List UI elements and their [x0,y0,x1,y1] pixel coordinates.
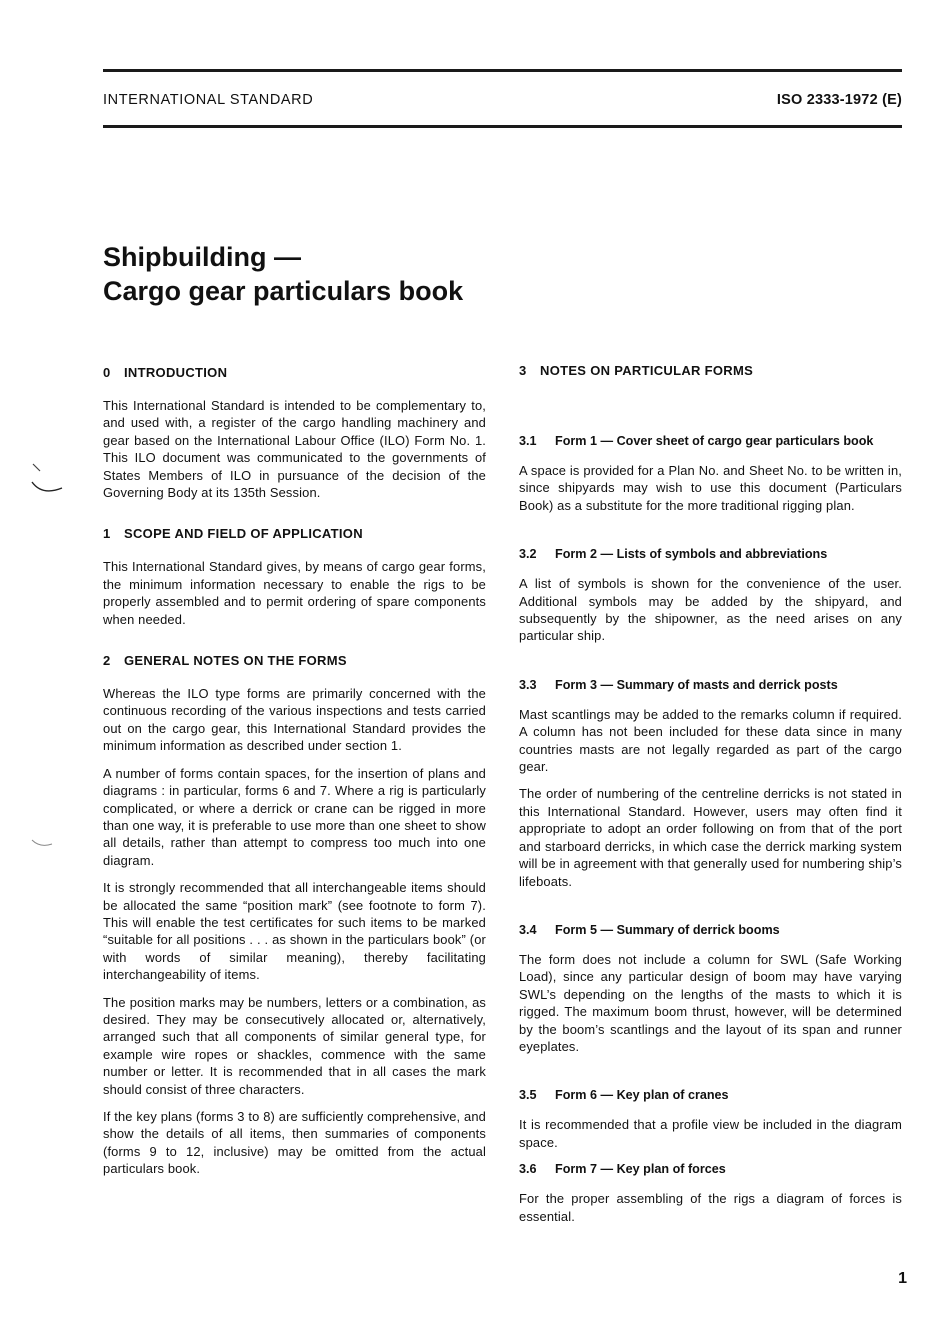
title-line-2: Cargo gear particulars book [103,276,464,306]
document-title [103,240,463,308]
subsection-title: Form 7 — Key plan of forces [555,1162,726,1177]
paragraph: A number of forms contain spaces, for the insertion of plans and diagrams : in particular, forms 6 and 7. Where a rig is particularly complicated, or where a derrick or crane can be rigged in more than one way, it is preferable to use more than one sheet to show all details, rather than attempt to compress too much into one diagram. [103,765,486,868]
subsection-number: 3.3 [519,677,537,692]
section-number: 2 [103,653,111,669]
standard-number: ISO 2333-1972 (E) [776,92,902,108]
subsection-form-7 [519,1161,902,1225]
scan-artifact-mark [30,818,60,848]
paragraph: A list of symbols is shown for the convenience of the user. Additional symbols may be added by the shipyard, and subsequently by the shipowner, as the need arises on any particular ship. [519,576,902,644]
paragraph: It is recommended that a profile view be included in the diagram space. [519,1117,902,1150]
section-title: GENERAL NOTES ON THE FORMS [124,653,347,669]
paragraph: If the key plans (forms 3 to 8) are sufficiently comprehensive, and show the details of all items, then summaries of components (forms 9 to 12, inclusive) may be omitted from the actual particulars book. [103,1109,486,1177]
left-column [103,364,486,1188]
scan-artifact-mark [30,460,70,500]
section-particular-forms [519,362,902,1225]
subsection-number: 3.4 [519,922,537,937]
subsection-title: Form 2 — Lists of symbols and abbreviations [555,547,828,562]
paragraph: For the proper assembling of the rigs a diagram of forces is essential. [519,1191,902,1224]
section-scope [103,525,486,628]
section-heading [519,362,902,379]
subsection-form-6 [519,1087,902,1151]
paragraph: A space is provided for a Plan No. and Sheet No. to be written in, since shipyards may wish to use this document (Particulars Book) as a substitute for the more traditional rigging plan. [519,463,902,513]
title-line-1: Shipbuilding — [103,242,301,272]
section-number: 1 [103,526,111,542]
section-title: SCOPE AND FIELD OF APPLICATION [124,526,363,542]
page-number: 1 [898,1270,907,1287]
subsection-title: Form 3 — Summary of masts and derrick posts [555,677,838,692]
section-heading [103,364,486,381]
paragraph: Whereas the ILO type forms are primarily concerned with the continuous recording of the various inspections and tests carried out on the cargo gear, this International Standard provides the minimum information as described under section 1. [103,686,486,754]
subsection-heading [519,433,902,450]
subsection-title: Form 6 — Key plan of cranes [555,1088,729,1103]
subsection-form-1 [519,433,902,514]
subsection-number: 3.5 [519,1088,537,1103]
paragraph: It is strongly recommended that all interchangeable items should be allocated the same “position mark” (see footnote to form 7). This will enable the test certificates for such items to be marked “suitable for all positions . . . as shown in the particulars book” (or with words of similar meaning), thereby facilitating interchangeability of items. [103,880,486,983]
subsection-number: 3.6 [519,1162,537,1177]
section-title: NOTES ON PARTICULAR FORMS [540,363,754,378]
paragraph: This International Standard gives, by means of cargo gear forms, the minimum information necessary to enable the rigs to be properly assembled and to permit ordering of spare components when needed. [103,559,486,627]
section-general-notes [103,652,486,1178]
subsection-heading [519,1161,902,1178]
subsection-form-3 [519,677,902,890]
subsection-number: 3.1 [519,434,537,448]
subsection-form-5 [519,922,902,1055]
section-heading [103,652,486,669]
header-rule-top [103,69,902,72]
paragraph: The form does not include a column for SWL (Safe Working Load), since any particular design of boom may have varying SWL’s depending on the lengths of the masts to which it is rigged. The maximum boom thrust, however, will be determined by the boom’s scantlings and the layout of its span and runner eyeplates. [519,951,902,1054]
section-title: INTRODUCTION [124,365,228,380]
right-column [519,362,902,1235]
subsection-heading [519,922,902,939]
subsection-heading [519,677,902,694]
paragraph: The order of numbering of the centreline derricks is not stated in this International Standard. However, users may often find it appropriate to adopt an order following on from that of the port and starboard derricks, in which case the derrick marking system will be in agreement with that generally used for numbering ship’s lifeboats. [519,786,902,889]
document-type-label: INTERNATIONAL STANDARD [103,92,314,108]
subsection-title: Form 5 — Summary of derrick booms [555,922,780,937]
subsection-title: Form 1 — Cover sheet of cargo gear particulars book [555,434,874,448]
subsection-heading [519,546,902,563]
paragraph: Mast scantlings may be added to the remarks column if required. A column has not been included for these data since in many countries masts are not legally regarded as part of the cargo gear. [519,706,902,775]
section-number: 0 [103,365,111,380]
subsection-form-2 [519,546,902,645]
section-number: 3 [519,363,527,378]
section-heading [103,525,486,542]
subsection-number: 3.2 [519,547,537,562]
subsection-heading [519,1087,902,1104]
paragraph: This International Standard is intended to be complementary to, and used with, a register of the cargo handling machinery and gear based on the International Labour Office (ILO) Form No. 1. This ILO document was communicated to the governments of States Members of ILO in pursuance of the decision of the Governing Body at its 135th Session. [103,398,486,501]
paragraph: The position marks may be numbers, letters or a combination, as desired. They may be consecutively allocated or, alternatively, arranged such that all components of similar general type, for example wire ropes or shackles, commence with the same number or letter. It is recommended that in all cases the mark should consist of three characters. [103,994,486,1097]
header-rule-bottom [103,125,902,128]
section-introduction [103,364,486,501]
